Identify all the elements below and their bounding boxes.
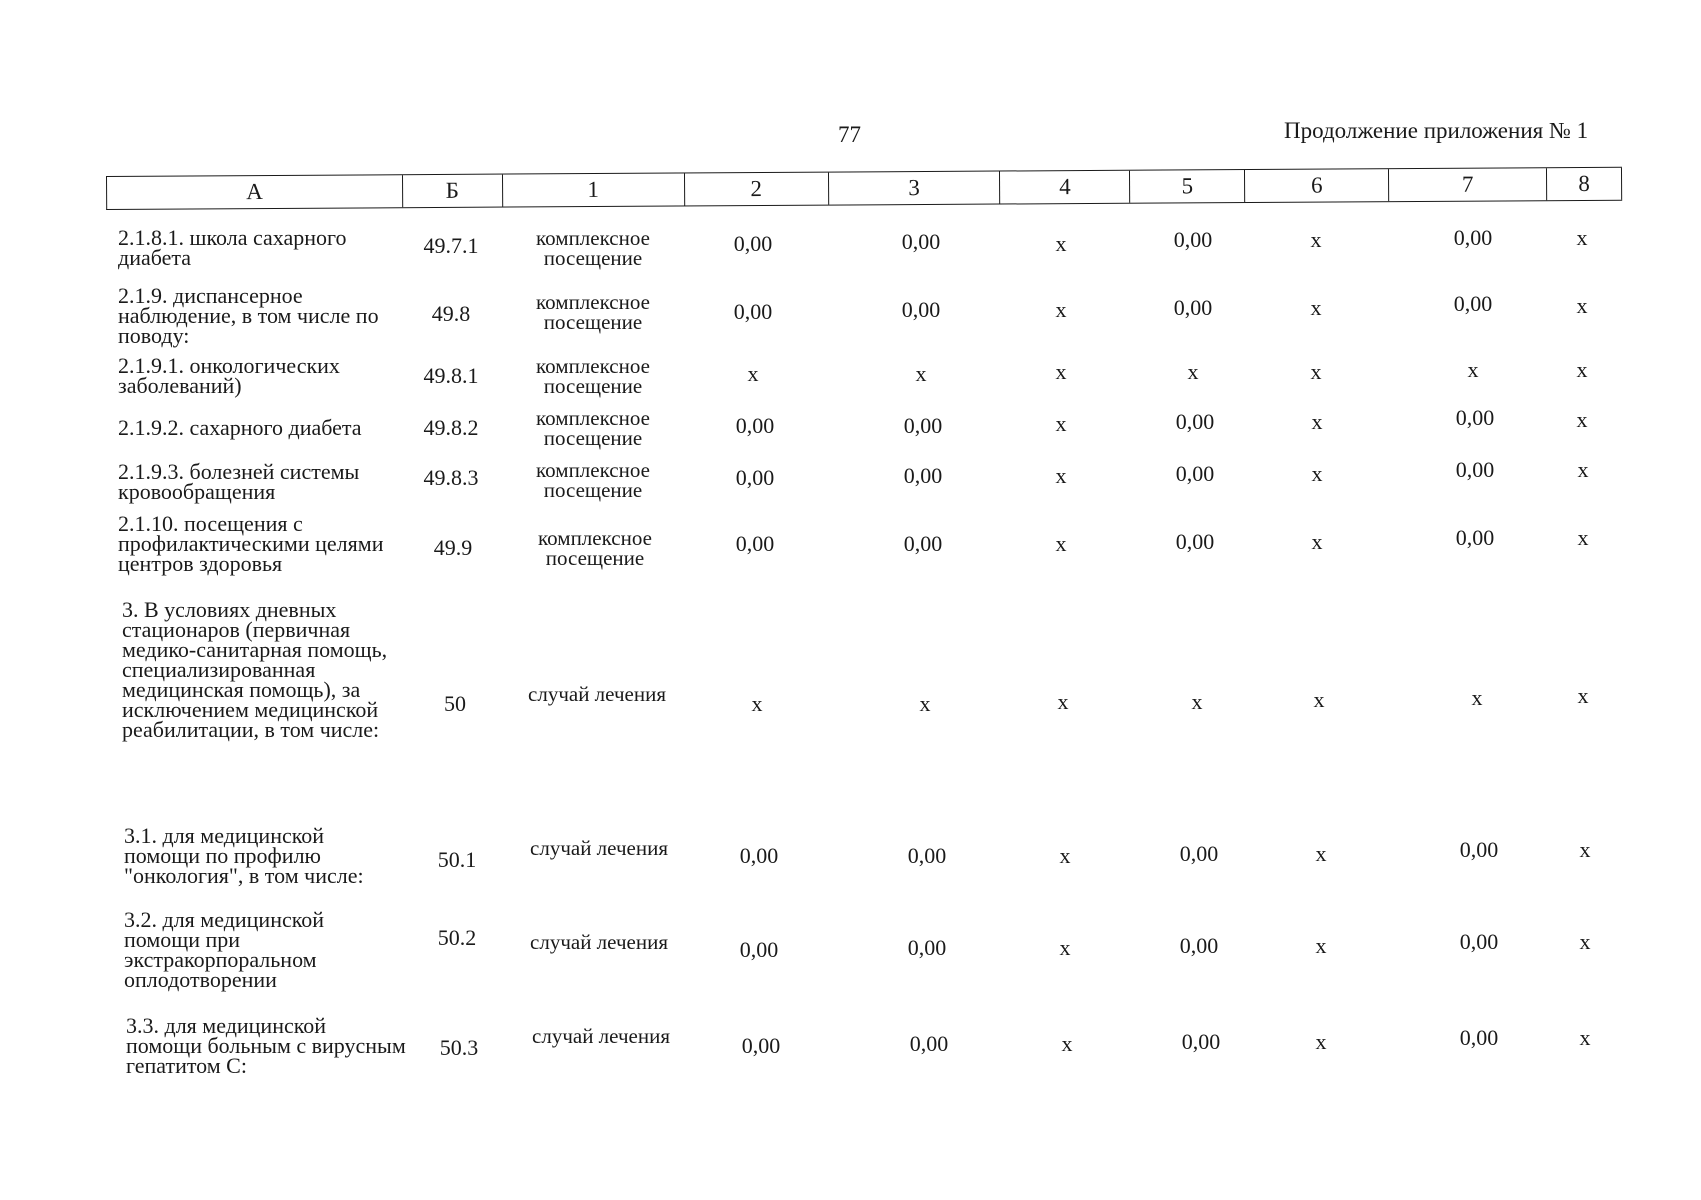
row-col-6: х <box>1313 687 1325 712</box>
header-col-1: 1 <box>503 173 685 206</box>
row-col-3: 0,00 <box>909 1031 949 1056</box>
row-col-4: х <box>1055 463 1067 488</box>
row-code: 49.8.3 <box>423 465 479 490</box>
row-col-6: х <box>1315 841 1327 866</box>
row-col-8: х <box>1577 683 1589 708</box>
row-unit: комплексное посещение <box>538 526 652 570</box>
row-col-8: х <box>1576 293 1588 318</box>
header-col-a: А <box>107 175 403 209</box>
row-col-6: х <box>1315 1029 1327 1054</box>
row-col-2: х <box>747 361 759 386</box>
row-col-6: х <box>1310 227 1322 252</box>
row-code: 49.8.1 <box>423 363 479 388</box>
row-col-5: х <box>1191 689 1203 714</box>
header-col-8: 8 <box>1547 168 1622 200</box>
row-col-4: х <box>1061 1031 1073 1056</box>
row-col-5: х <box>1187 359 1199 384</box>
row-name: 3. В условиях дневных стационаров (первичная медико-санитарная помощь, специализированная медицинская помощь), за исключением медицинской реабилитации, в том числе: <box>122 597 388 742</box>
row-col-2: 0,00 <box>735 413 775 438</box>
row-unit: случай лечения <box>530 930 668 954</box>
row-col-6: х <box>1315 933 1327 958</box>
row-col-4: х <box>1055 411 1067 436</box>
row-code: 50.3 <box>439 1035 479 1060</box>
row-col-8: х <box>1576 407 1588 432</box>
row-col-6: х <box>1311 461 1323 486</box>
row-col-7: 0,00 <box>1459 837 1499 862</box>
row-unit: комплексное посещение <box>536 226 650 270</box>
row-col-8: х <box>1577 525 1589 550</box>
row-name: 2.1.8.1. школа сахарного диабета <box>118 225 347 270</box>
row-col-5: 0,00 <box>1175 461 1215 486</box>
row-col-7: х <box>1471 685 1483 710</box>
row-col-8: х <box>1576 357 1588 382</box>
row-name: 2.1.9.1. онкологических заболеваний) <box>118 353 340 398</box>
row-name: 2.1.10. посещения с профилактическими целями центров здоровья <box>118 511 384 576</box>
row-col-4: х <box>1059 935 1071 960</box>
header-col-7: 7 <box>1389 168 1547 201</box>
row-name: 2.1.9.3. болезней системы кровообращения <box>118 459 360 504</box>
row-col-7: 0,00 <box>1459 929 1499 954</box>
row-col-6: х <box>1311 529 1323 554</box>
row-unit: комплексное посещение <box>536 406 650 450</box>
table-header-row <box>106 167 1622 210</box>
row-code: 50.2 <box>437 925 477 950</box>
row-col-7: 0,00 <box>1455 525 1495 550</box>
row-col-8: х <box>1579 837 1591 862</box>
row-col-3: 0,00 <box>903 463 943 488</box>
row-unit: случай лечения <box>530 836 668 860</box>
page-number: 77 <box>838 122 861 147</box>
row-col-6: х <box>1310 359 1322 384</box>
row-col-2: 0,00 <box>733 299 773 324</box>
row-col-7: х <box>1467 357 1479 382</box>
row-col-3: 0,00 <box>903 413 943 438</box>
row-col-5: 0,00 <box>1175 529 1215 554</box>
row-col-3: х <box>915 361 927 386</box>
header-col-2: 2 <box>685 173 829 206</box>
row-col-8: х <box>1577 457 1589 482</box>
row-col-5: 0,00 <box>1175 409 1215 434</box>
row-col-7: 0,00 <box>1459 1025 1499 1050</box>
row-unit: комплексное посещение <box>536 354 650 398</box>
row-col-5: 0,00 <box>1173 295 1213 320</box>
row-code: 50.1 <box>437 847 477 872</box>
row-col-7: 0,00 <box>1455 405 1495 430</box>
row-code: 50 <box>444 691 466 716</box>
row-col-4: х <box>1055 531 1067 556</box>
row-col-5: 0,00 <box>1173 227 1213 252</box>
row-col-6: х <box>1310 295 1322 320</box>
row-unit: комплексное посещение <box>536 290 650 334</box>
row-col-5: 0,00 <box>1179 933 1219 958</box>
row-col-8: х <box>1579 1025 1591 1050</box>
row-col-8: х <box>1576 225 1588 250</box>
row-name: 3.3. для медицинской помощи больным с вирусным гепатитом С: <box>126 1013 406 1078</box>
row-col-3: 0,00 <box>903 531 943 556</box>
row-unit: случай лечения <box>528 682 666 706</box>
row-name: 2.1.9.2. сахарного диабета <box>118 415 362 440</box>
row-col-2: 0,00 <box>739 843 779 868</box>
row-col-2: 0,00 <box>733 231 773 256</box>
row-col-2: 0,00 <box>735 531 775 556</box>
row-code: 49.9 <box>433 535 473 560</box>
row-col-2: х <box>751 691 763 716</box>
header-col-5: 5 <box>1130 170 1245 203</box>
row-col-5: 0,00 <box>1181 1029 1221 1054</box>
row-col-3: 0,00 <box>907 843 947 868</box>
header-col-4: 4 <box>1000 171 1130 204</box>
row-col-5: 0,00 <box>1179 841 1219 866</box>
row-col-4: х <box>1055 297 1067 322</box>
row-col-3: 0,00 <box>901 297 941 322</box>
row-col-4: х <box>1057 689 1069 714</box>
header-col-3: 3 <box>829 172 1001 205</box>
row-col-6: х <box>1311 409 1323 434</box>
row-name: 3.1. для медицинской помощи по профилю "онкология", в том числе: <box>124 823 364 888</box>
row-code: 49.7.1 <box>423 233 479 258</box>
header-col-b: Б <box>403 175 503 208</box>
row-col-8: х <box>1579 929 1591 954</box>
row-unit: случай лечения <box>532 1024 670 1048</box>
row-col-4: х <box>1055 359 1067 384</box>
row-col-4: х <box>1059 843 1071 868</box>
row-name: 3.2. для медицинской помощи при экстракорпоральном оплодотворении <box>124 907 325 992</box>
row-name: 2.1.9. диспансерное наблюдение, в том числе по поводу: <box>118 283 379 348</box>
row-code: 49.8 <box>431 301 471 326</box>
row-col-3: 0,00 <box>901 229 941 254</box>
header-col-6: 6 <box>1245 169 1389 202</box>
row-unit: комплексное посещение <box>536 458 650 502</box>
row-col-4: х <box>1055 231 1067 256</box>
row-col-3: х <box>919 691 931 716</box>
row-col-2: 0,00 <box>735 465 775 490</box>
row-col-7: 0,00 <box>1453 291 1493 316</box>
row-code: 49.8.2 <box>423 415 479 440</box>
row-col-2: 0,00 <box>739 937 779 962</box>
row-col-3: 0,00 <box>907 935 947 960</box>
row-col-7: 0,00 <box>1453 225 1493 250</box>
appendix-continuation-note: Продолжение приложения № 1 <box>1284 118 1589 143</box>
row-col-2: 0,00 <box>741 1033 781 1058</box>
row-col-7: 0,00 <box>1455 457 1495 482</box>
